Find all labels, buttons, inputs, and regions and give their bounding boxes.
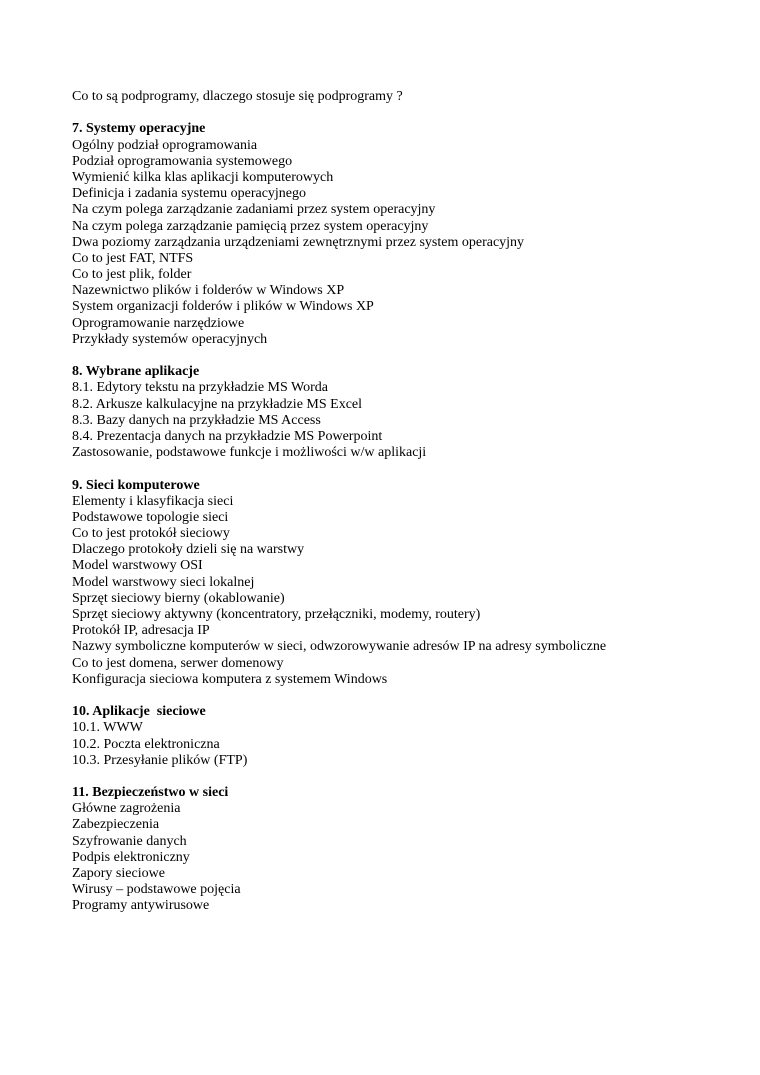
list-item: Oprogramowanie narzędziowe — [72, 315, 245, 331]
list-item: System organizacji folderów i plików w Windows XP — [72, 299, 374, 315]
spacer — [72, 688, 732, 704]
list-item: Podstawowe topologie sieci — [72, 509, 229, 525]
list-item: Wirusy – podstawowe pojęcia — [72, 882, 241, 898]
list-item: Programy antywirusowe — [72, 898, 210, 914]
list-item: Dlaczego protokoły dzieli się na warstwy — [72, 542, 305, 558]
list-item: Podpis elektroniczny — [72, 849, 190, 865]
list-item: Co to jest plik, folder — [72, 267, 192, 283]
spacer — [72, 105, 732, 121]
list-item: 10.2. Poczta elektroniczna — [72, 736, 220, 752]
section-heading-10: 10. Aplikacje sieciowe — [72, 704, 206, 720]
list-item: Co to jest domena, serwer domenowy — [72, 655, 284, 671]
list-item: Na czym polega zarządzanie pamięcią przez system operacyjny — [72, 218, 429, 234]
list-item: Co to jest protokół sieciowy — [72, 526, 230, 542]
list-item: Ogólny podział oprogramowania — [72, 137, 258, 153]
list-item: Model warstwowy sieci lokalnej — [72, 574, 255, 590]
list-item: Definicja i zadania systemu operacyjnego — [72, 186, 307, 202]
list-item: 10.3. Przesyłanie plików (FTP) — [72, 752, 248, 768]
section-heading-8: 8. Wybrane aplikacje — [72, 364, 200, 380]
list-item: Sprzęt sieciowy aktywny (koncentratory, przełączniki, modemy, routery) — [72, 607, 481, 622]
list-item: Nazwy symboliczne komputerów w sieci, odwzorowywanie adresów IP na adresy symboliczne — [72, 639, 607, 655]
list-item: Konfiguracja sieciowa komputera z systemem Windows — [72, 671, 388, 687]
list-item: 8.1. Edytory tekstu na przykładzie MS Worda — [72, 380, 329, 396]
spacer — [72, 769, 732, 785]
list-item: Sprzęt sieciowy bierny (okablowanie) — [72, 590, 285, 606]
list-item: 10.1. WWW — [72, 720, 143, 736]
list-item: 8.3. Bazy danych na przykładzie MS Access — [72, 412, 321, 428]
list-item: 8.4. Prezentacja danych na przykładzie MS Powerpoint — [72, 428, 383, 444]
list-item: Zastosowanie, podstawowe funkcje i możliwości w/w aplikacji — [72, 445, 427, 461]
spacer — [72, 348, 732, 364]
list-item: Zapory sieciowe — [72, 866, 165, 881]
list-item: Przykłady systemów operacyjnych — [72, 331, 268, 347]
spacer — [72, 461, 732, 477]
list-item: Elementy i klasyfikacja sieci — [72, 493, 234, 509]
list-item: Podział oprogramowania systemowego — [72, 153, 293, 169]
list-item: Szyfrowanie danych — [72, 833, 187, 849]
list-item: 8.2. Arkusze kalkulacyjne na przykładzie MS Excel — [72, 396, 363, 412]
list-item: Model warstwowy OSI — [72, 558, 203, 574]
intro-question: Co to są podprogramy, dlaczego stosuje się podprogramy ? — [72, 89, 403, 104]
list-item: Dwa poziomy zarządzania urządzeniami zewnętrznymi przez system operacyjny — [72, 234, 525, 250]
list-item: Protokół IP, adresacja IP — [72, 623, 210, 639]
section-heading-11: 11. Bezpieczeństwo w sieci — [72, 785, 229, 801]
document-body — [72, 89, 732, 915]
list-item: Główne zagrożenia — [72, 801, 181, 817]
list-item: Zabezpieczenia — [72, 817, 160, 833]
list-item: Co to jest FAT, NTFS — [72, 250, 194, 266]
list-item: Nazewnictwo plików i folderów w Windows XP — [72, 283, 345, 299]
list-item: Wymienić kilka klas aplikacji komputerowych — [72, 169, 334, 185]
section-heading-9: 9. Sieci komputerowe — [72, 477, 200, 493]
list-item: Na czym polega zarządzanie zadaniami przez system operacyjny — [72, 202, 436, 218]
section-heading-7: 7. Systemy operacyjne — [72, 121, 206, 137]
